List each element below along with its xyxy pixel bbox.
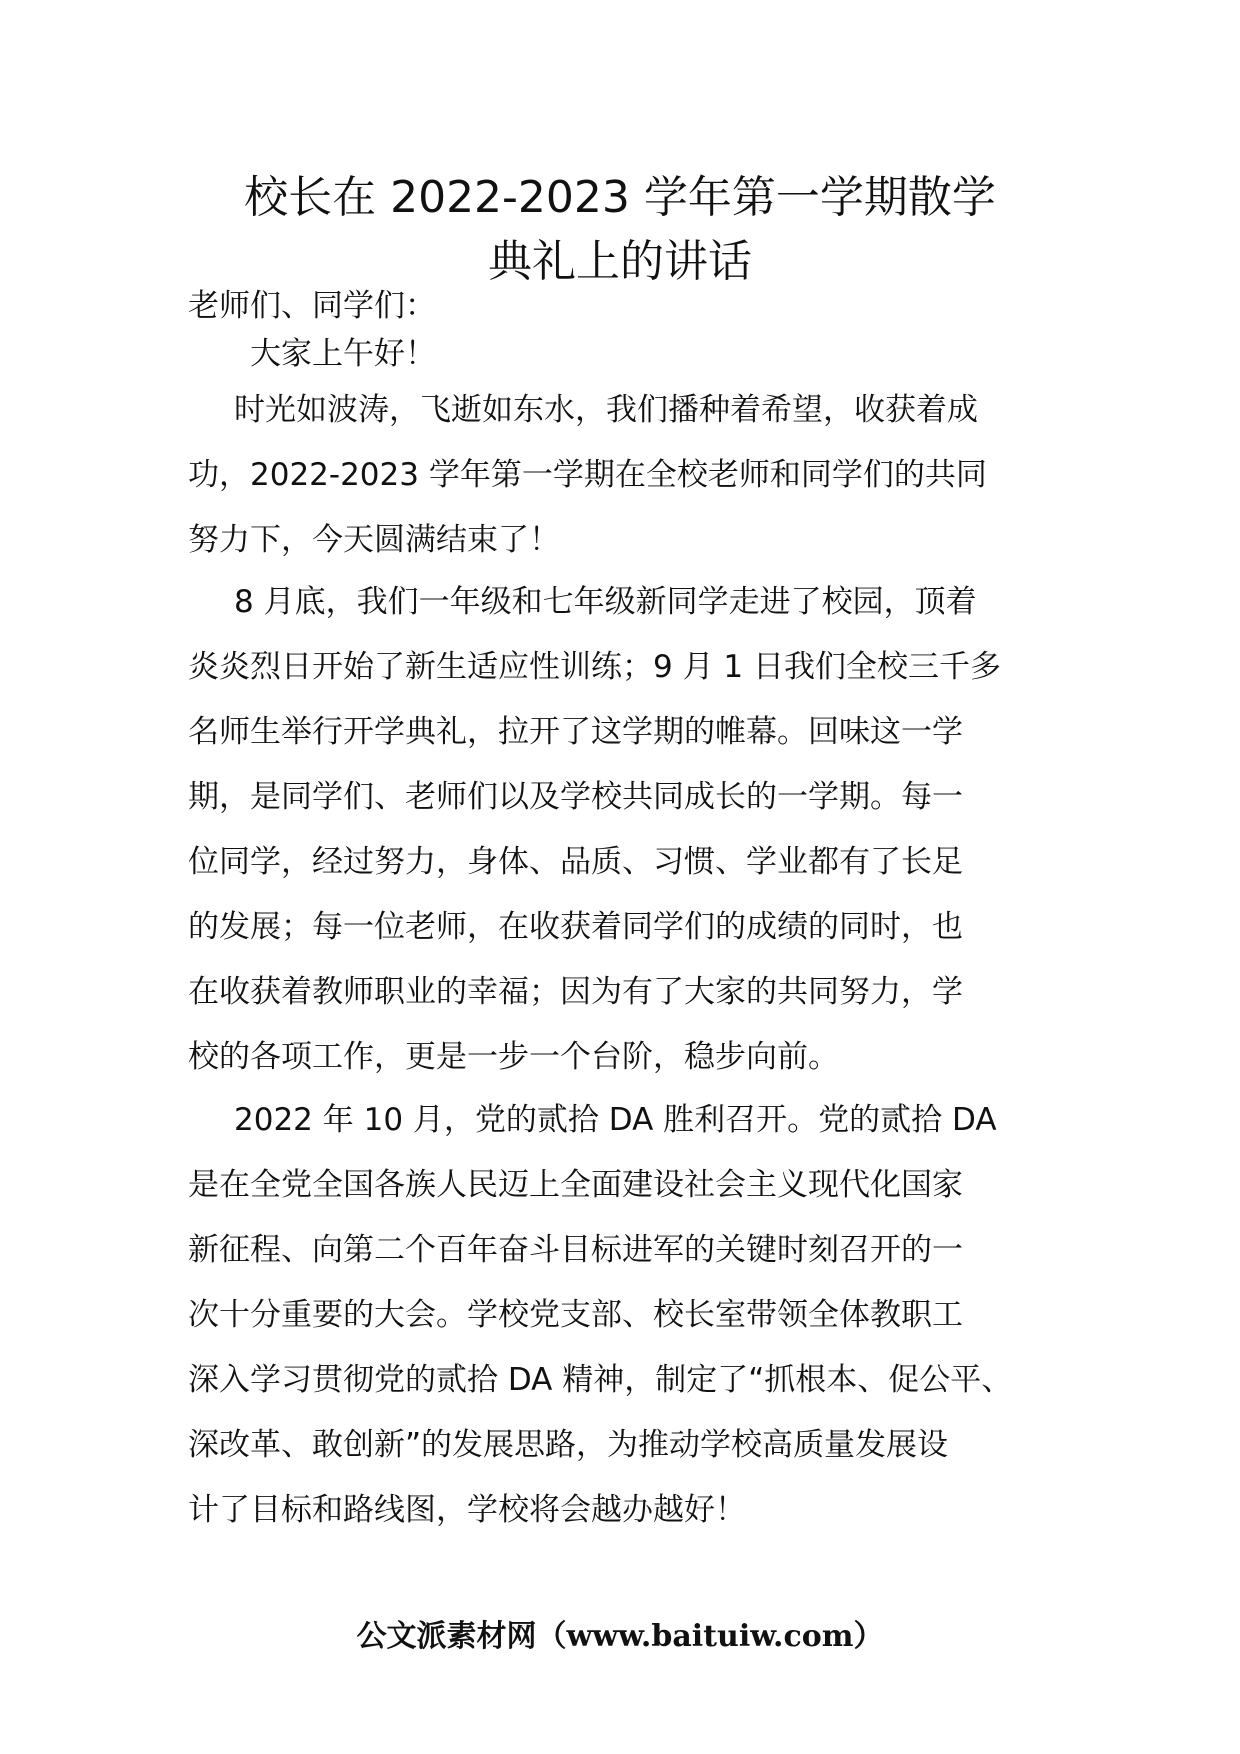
paragraph-3: [188, 1088, 1068, 1543]
paragraph-line: 新征程、向第二个百年奋斗目标进军的关键时刻召开的一: [188, 1232, 963, 1268]
paragraph-line: 深入学习贯彻党的贰拾 DA 精神，制定了“抓根本、促公平、: [188, 1362, 1013, 1398]
paragraph-2: [188, 570, 1068, 1090]
paragraph-line: 8 月底，我们一年级和七年级新同学走进了校园，顶着: [234, 584, 977, 620]
document-title-line-1: 校长在 2022-2023 学年第一学期散学: [244, 172, 996, 223]
greeting-text: 大家上午好！: [250, 336, 436, 372]
paragraph-line: 在收获着教师职业的幸福；因为有了大家的共同努力，学: [188, 974, 963, 1010]
paragraph-line: 2022 年 10 月，党的贰拾 DA 胜利召开。党的贰拾 DA: [234, 1102, 997, 1138]
paragraph-line: 功，2022-2023 学年第一学期在全校老师和同学们的共同: [188, 457, 987, 493]
paragraph-line: 深改革、敢创新”的发展思路，为推动学校高质量发展设: [188, 1427, 949, 1463]
paragraph-line: 次十分重要的大会。学校党支部、校长室带领全体教职工: [188, 1297, 963, 1333]
footer-source: 公文派素材网（www.baituiw.com）: [356, 1619, 884, 1654]
paragraph-1: [188, 378, 1068, 573]
salutation-text: 老师们、同学们：: [188, 288, 436, 324]
paragraph-line: 时光如波涛，飞逝如东水，我们播种着希望，收获着成: [234, 392, 978, 428]
paragraph-line: 努力下，今天圆满结束了！: [188, 522, 560, 558]
document-title-line-2: 典礼上的讲话: [488, 236, 752, 287]
paragraph-line: 是在全党全国各族人民迈上全面建设社会主义现代化国家: [188, 1167, 963, 1203]
paragraph-line: 名师生举行开学典礼，拉开了这学期的帷幕。回味这一学: [188, 714, 963, 750]
paragraph-line: 期，是同学们、老师们以及学校共同成长的一学期。每一: [188, 779, 963, 815]
paragraph-line: 位同学，经过努力，身体、品质、习惯、学业都有了长足: [188, 844, 963, 880]
paragraph-line: 校的各项工作，更是一步一个台阶，稳步向前。: [188, 1039, 839, 1075]
paragraph-line: 炎炎烈日开始了新生适应性训练；9 月 1 日我们全校三千多: [188, 649, 1002, 685]
paragraph-line: 计了目标和路线图，学校将会越办越好！: [188, 1492, 746, 1528]
paragraph-line: 的发展；每一位老师，在收获着同学们的成绩的同时，也: [188, 909, 963, 945]
